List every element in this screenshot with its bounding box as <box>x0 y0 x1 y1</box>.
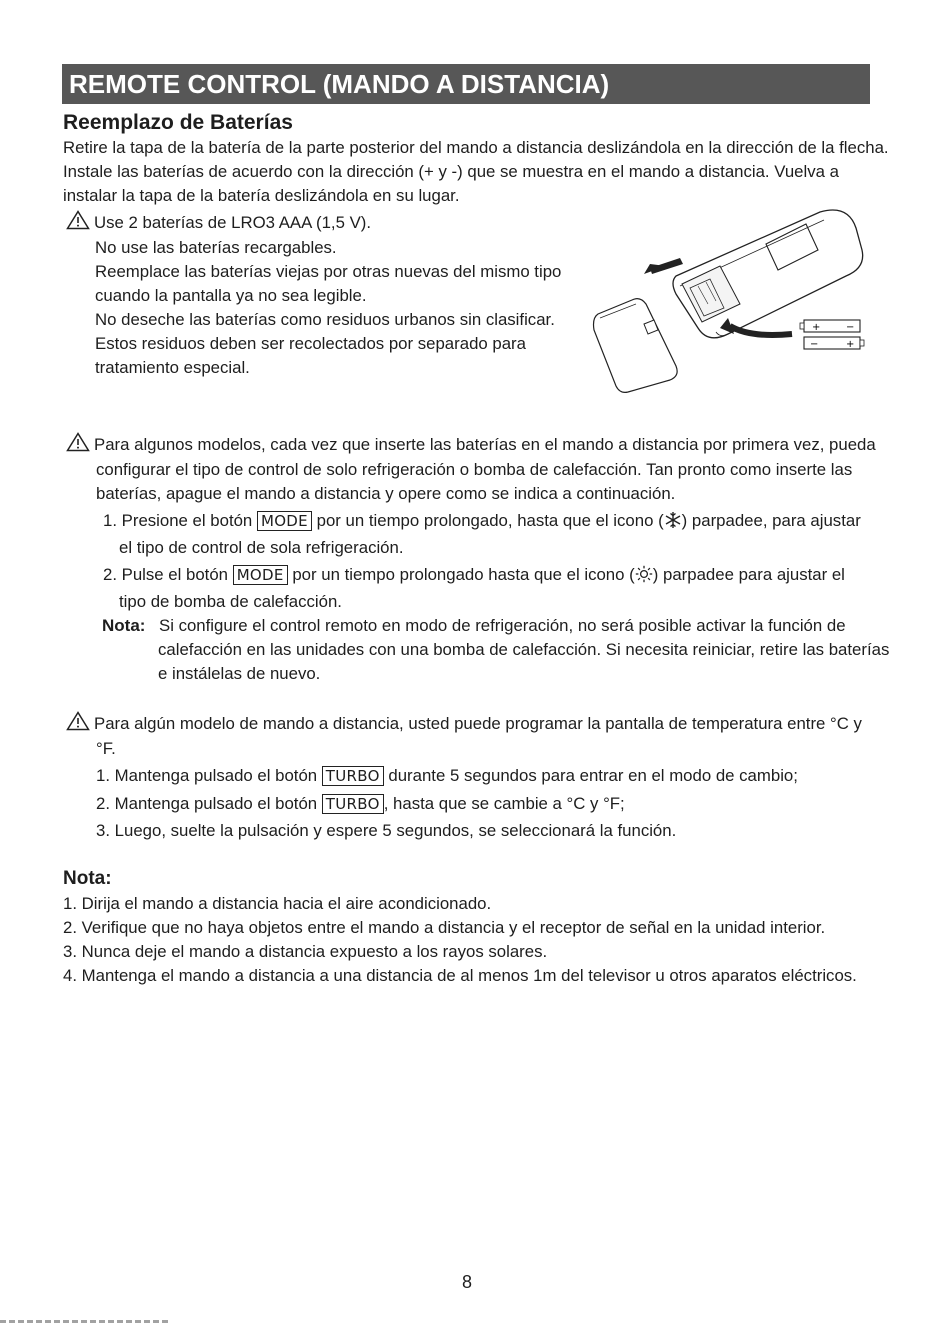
temp-warning-line: Para algún modelo de mando a distancia, usted puede programar la pantalla de temperatura entre °C y <box>94 714 862 733</box>
mode-note-line: Si configure el control remoto en modo de refrigeración, no será posible activar la función de <box>159 616 846 635</box>
snowflake-icon <box>664 511 682 536</box>
battery-note-line: Reemplace las baterías viejas por otras nuevas del mismo tipo <box>95 262 562 281</box>
mode-button-label: MODE <box>257 511 312 531</box>
mode-button-label: MODE <box>233 565 288 585</box>
mode-step-2: 2. Pulse el botón MODE por un tiempo prolongado hasta que el icono ( ) parpadee para ajustar el <box>103 563 845 590</box>
page-number: 8 <box>461 1272 472 1292</box>
notes-title: Nota: <box>63 868 112 889</box>
battery-warning <box>66 210 371 235</box>
note-item: 4. Mantenga el mando a distancia a una distancia de al menos 1m del televisor u otros aparatos eléctricos. <box>63 966 857 985</box>
footer-artifact <box>0 1320 170 1323</box>
intro-line: Instale las baterías de acuerdo con la dirección (+ y -) que se muestra en el mando a distancia. Vuelva a <box>63 162 839 181</box>
mode-note-line: calefacción en las unidades con una bomba de calefacción. Si necesita reiniciar, retire las baterías <box>158 640 890 659</box>
temp-warning <box>66 711 862 736</box>
mode-note-line: e instálelas de nuevo. <box>158 664 321 683</box>
warning-icon <box>66 432 90 452</box>
battery-plus-label: + <box>846 339 855 350</box>
note-item: 3. Nunca deje el mando a distancia expuesto a los rayos solares. <box>63 942 548 961</box>
mode-warning-line: configurar el tipo de control de solo refrigeración o bomba de calefacción. Tan pronto como inserte las <box>96 460 853 479</box>
warning-icon <box>66 711 90 731</box>
battery-minus-label: − <box>810 339 819 350</box>
battery-note-line: No use las baterías recargables. <box>95 238 337 257</box>
battery-note-line: Estos residuos deben ser recolectados por separado para <box>95 334 526 353</box>
battery-note-line: tratamiento especial. <box>95 358 250 377</box>
note-item: 1. Dirija el mando a distancia hacia el aire acondicionado. <box>63 894 492 913</box>
turbo-button-label: TURBO <box>322 794 384 814</box>
temp-step-1: 1. Mantenga pulsado el botón TURBO durante 5 segundos para entrar en el modo de cambio; <box>96 766 798 785</box>
battery-note-line: No deseche las baterías como residuos urbanos sin clasificar. <box>95 310 555 329</box>
turbo-button-label: TURBO <box>322 766 384 786</box>
battery-minus-label: − <box>846 322 855 333</box>
sun-icon <box>635 565 653 590</box>
mode-step-1: 1. Presione el botón MODE por un tiempo prolongado, hasta que el icono ( ) parpadee, para ajustar <box>103 509 861 536</box>
warning-icon <box>66 210 90 230</box>
battery-replacement-illustration <box>580 206 870 401</box>
mode-step-1-cont: el tipo de control de sola refrigeración. <box>119 538 404 557</box>
temp-warning-line: °F. <box>96 739 116 758</box>
intro-line: instalar la tapa de la batería deslizándola en su lugar. <box>63 186 460 205</box>
note-item: 2. Verifique que no haya objetos entre el mando a distancia y el receptor de señal en la unidad interior. <box>63 918 826 937</box>
battery-plus-label: + <box>812 322 821 333</box>
mode-note-label: Nota: <box>102 616 146 635</box>
battery-warning-main: Use 2 baterías de LRO3 AAA (1,5 V). <box>94 213 372 232</box>
mode-step-2-cont: tipo de bomba de calefacción. <box>119 592 342 611</box>
mode-warning <box>66 432 876 457</box>
remote-control-drawing <box>580 206 870 396</box>
temp-step-3: 3. Luego, suelte la pulsación y espere 5 segundos, se seleccionará la función. <box>96 821 677 840</box>
battery-note-line: cuando la pantalla ya no sea legible. <box>95 286 367 305</box>
intro-line: Retire la tapa de la batería de la parte posterior del mando a distancia deslizándola en la dirección de la flecha. <box>63 138 889 157</box>
section-header: REMOTE CONTROL (MANDO A DISTANCIA) <box>62 64 870 104</box>
mode-warning-line: baterías, apague el mando a distancia y opere como se indica a continuación. <box>96 484 676 503</box>
mode-warning-line: Para algunos modelos, cada vez que inserte las baterías en el mando a distancia por primera vez, pueda <box>94 435 876 454</box>
temp-step-2: 2. Mantenga pulsado el botón TURBO , hasta que se cambie a °C y °F; <box>96 794 625 813</box>
section-title: Reemplazo de Baterías <box>63 111 293 134</box>
